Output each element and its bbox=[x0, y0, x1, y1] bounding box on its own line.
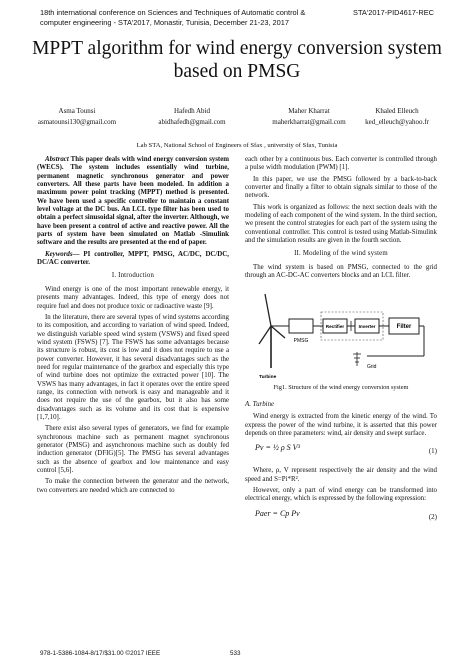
author-email: abidhafedh@gmail.com bbox=[158, 118, 226, 126]
paper-title bbox=[20, 37, 454, 83]
affiliation: Lab STA, National School of Engineers of Sfax , university of Sfax, Tunisia bbox=[136, 142, 338, 149]
author-block bbox=[22, 106, 452, 136]
author-email: asmatounsi130@gmail.com bbox=[37, 118, 117, 126]
author-email: maherkharrat@gmail.com bbox=[272, 118, 346, 126]
pmsg-block bbox=[289, 319, 313, 344]
paragraph: In the literature, there are several types of wind systems according to its composition, and according to variation of wind speed. Indeed, we distinguish variable speed wind system (VSWS) and fixed speed wind system (FSWS) [7]. The FSWS has some advantages because its structure is robust, its cost is low and it does not require to use a power converter. However, it has several disadvantages such as the need for regular maintenance of the gearbox and especially this type of wind turbine does not optimize the extracted power [10]. The VSWS has many advantages, in fact it operates over the entire speed range, its connection with network is easy and manageable and it does not require the use of the gearbox, but it also has some disadvantages such as its volume and its cost that is expensive [1,7,10]. bbox=[37, 313, 229, 421]
grid-icon bbox=[353, 352, 361, 366]
wecs-diagram bbox=[257, 286, 427, 380]
paragraph: However, only a part of wind energy can be transformed into electrical energy, which is expressed by the following expression: bbox=[245, 486, 437, 503]
page-footer bbox=[40, 650, 434, 662]
keywords bbox=[37, 251, 229, 268]
author-email: ked_elleuch@yahoo.fr bbox=[365, 118, 429, 126]
title-line-1: MPPT algorithm for wind energy conversion system bbox=[32, 38, 442, 59]
inverter-label: Inverter bbox=[358, 324, 376, 330]
equation-number: (1) bbox=[428, 447, 437, 456]
right-column bbox=[245, 156, 437, 533]
paragraph: Where, ρ, V represent respectively the air density and the wind speed and S=Pi*R². bbox=[245, 467, 437, 483]
equation-2 bbox=[245, 507, 437, 529]
equation-expression: Paer = Cp Pv bbox=[255, 508, 300, 518]
paragraph: each other by a continuous bus. Each converter is controlled through a pulse width modulation (PWM) [1]. bbox=[245, 156, 437, 172]
conference-line-1: 18th international conference on Sciences and Techniques of Automatic control & bbox=[40, 8, 306, 17]
equation-1 bbox=[245, 441, 437, 463]
paragraph: To make the connection between the generator and the network, two converters are needed which are connected to bbox=[37, 478, 229, 494]
abstract-text: This paper deals with wind energy conversion system (WECS). The system includes essentially wind turbine, permanent magnetic synchronous generator and power converters. All these parts have been modeled. In addition a maximum power point tracking (MPPT) method is presented. We have been used a specific controller to maintain a constant level voltage at the DC bus. An LCL type filter has been used to obtain a perfect sinusoidal signal, after the inverter. Although, we have been present a control of active and reactive power. All the parts of system have been simulated on Matlab -Simulink software and the results are presented at the end of paper. bbox=[37, 156, 229, 247]
conference-header bbox=[40, 8, 434, 40]
paragraph: There exist also several types of generators, we find for example synchronous machine such as permanent magnet synchronous generator (PMSG) and asynchronous machine such as doubly fed induction generator (DFIG)[5]. The PMSG has several advantages such as the absence of gearbox and low maintenance and easy control [5,6]. bbox=[37, 425, 229, 475]
copyright-notice: 978-1-5386-1084-8/17/$31.00 ©2017 IEEE bbox=[40, 650, 161, 657]
paragraph: In this paper, we use the PMSG followed by a back-to-back converter and finally a filter to obtain signals similar to those of the network. bbox=[245, 175, 437, 200]
left-column bbox=[37, 156, 229, 498]
pmsg-label: PMSG bbox=[293, 338, 309, 345]
paper-id: STA'2017-PID4617-REC bbox=[353, 8, 434, 17]
author-name: Maher Kharrat bbox=[288, 107, 330, 115]
conference-name bbox=[40, 8, 340, 28]
filter-label: Filter bbox=[396, 324, 412, 331]
figure-1 bbox=[245, 286, 437, 382]
author-name: Khaled Elleuch bbox=[375, 107, 419, 115]
paragraph: This work is organized as follows: the next section deals with the modeling of each component of the wind system. In the third section, we present the control strategies for each part of the system using the conventional controller. This control is tested using Matlab-Simulink and the simulation results are given in the fourth section. bbox=[245, 203, 437, 245]
grid-label: Grid bbox=[367, 364, 377, 371]
page-number: 533 bbox=[230, 650, 241, 657]
keywords-text: — PI controller, MPPT, PMSG, AC/DC, DC/DC, DC/AC converter. bbox=[37, 250, 229, 267]
author-name: Hafedh Abid bbox=[174, 107, 210, 115]
author-name: Asma Tounsi bbox=[58, 107, 96, 115]
paragraph: The wind system is based on PMSG, connected to the grid through an AC-DC-AC converters blocks and an LCL filter. bbox=[245, 263, 437, 280]
section-heading-modeling: II. Modeling of the wind system bbox=[294, 250, 388, 258]
abstract bbox=[37, 156, 229, 248]
equation-expression: Pv = ½ ρ S V³ bbox=[255, 443, 300, 453]
author-4 bbox=[342, 106, 452, 128]
rectifier-label: Rectifier bbox=[325, 324, 345, 330]
paragraph: Wind energy is extracted from the kinetic energy of the wind. To express the power of the wind turbine, it is asserted that this power depends on three parameters: wind, air density and swept surface. bbox=[245, 413, 437, 437]
paragraph: Wind energy is one of the most important renewable energy, it presents many advantages. Indeed, this type of energy does not require fuel and does not produce toxic or radioactive waste [9]. bbox=[37, 285, 229, 310]
conference-line-2: computer engineering - STA'2017, Monastir, Tunisia, December 21-23, 2017 bbox=[40, 18, 289, 27]
figure-caption: Fig1. Structure of the wind energy conversion system bbox=[273, 384, 409, 392]
section-heading-introduction: I. Introduction bbox=[111, 272, 155, 280]
keywords-label: Keywords bbox=[45, 250, 73, 258]
author-2 bbox=[137, 106, 247, 128]
equation-number: (2) bbox=[428, 512, 437, 521]
abstract-label: Abstract bbox=[45, 156, 69, 163]
title-line-2: based on PMSG bbox=[173, 61, 301, 82]
author-1 bbox=[22, 106, 132, 128]
subsection-heading-turbine: A. Turbine bbox=[245, 400, 275, 408]
wind-turbine-icon bbox=[259, 294, 289, 368]
turbine-label: Turbine bbox=[259, 375, 277, 381]
